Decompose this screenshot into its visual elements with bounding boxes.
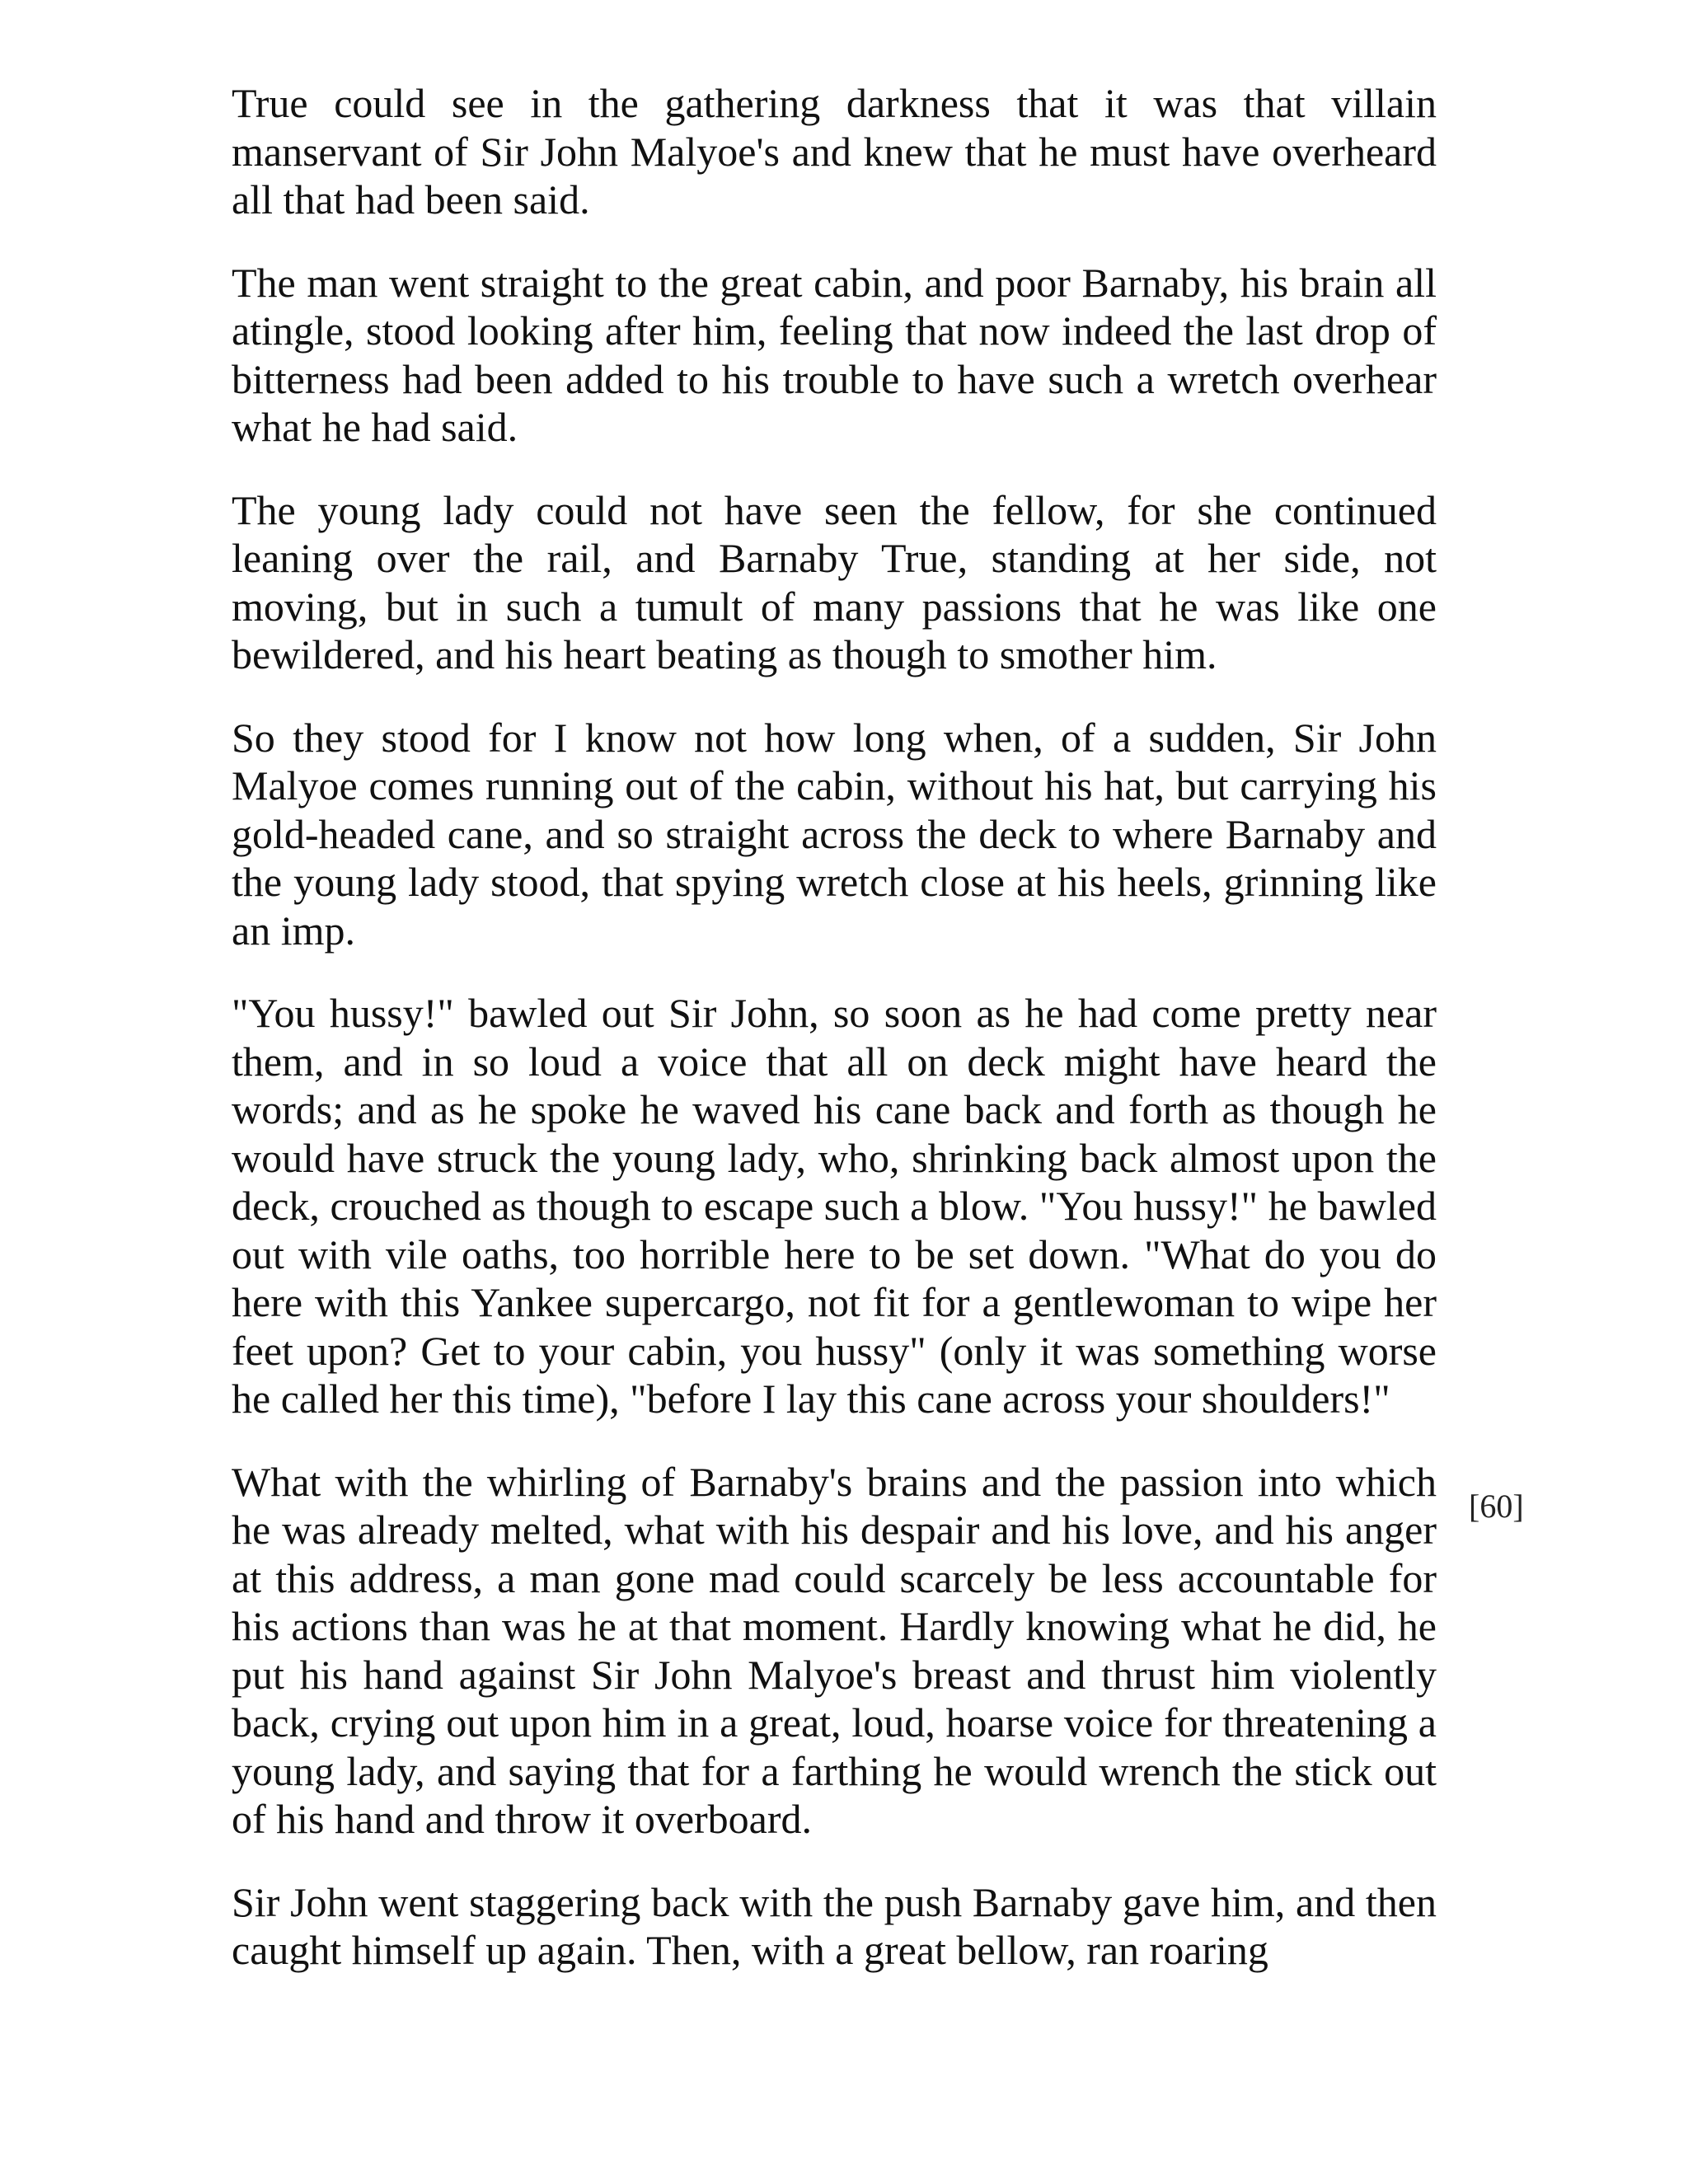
page-number: [60]	[1469, 1488, 1524, 1525]
paragraph-3: The young lady could not have seen the fellow, for she continued leaning over the rail, and Barnaby True, standing at her side, not moving, but in such a tumult of many passions that he was like one bewildered, and his heart beating as though to smother him.	[232, 486, 1437, 677]
text-column	[232, 79, 1437, 2009]
paragraph-2: The man went straight to the great cabin, and poor Barnaby, his brain all atingle, stood looking after him, feeling that now indeed the last drop of bitterness had been added to his trouble to have such a wretch overhear what he had said.	[232, 259, 1437, 450]
paragraph-5: "You hussy!" bawled out Sir John, so soon as he had come pretty near them, and in so loud a voice that all on deck might have heard the words; and as he spoke he waved his cane back and forth as though he would have struck the young lady, who, shrinking back almost upon the deck, crouched as though to escape such a blow. "You hussy!" he bawled out with vile oaths, too horrible here to be set down. "What do you do here with this Yankee supercargo, not fit for a gentlewoman to wipe her feet upon? Get to your cabin, you hussy" (only it was something worse he called her this time), "before I lay this cane across your shoulders!"	[232, 990, 1437, 1422]
paragraph-7: Sir John went staggering back with the push Barnaby gave him, and then caught himself up again. Then, with a great bellow, ran roaring	[232, 1878, 1437, 1973]
paragraph-1: True could see in the gathering darkness that it was that villain manservant of Sir John Malyoe's and knew that he must have overheard all that had been said.	[232, 80, 1437, 223]
paragraph-6: What with the whirling of Barnaby's brains and the passion into which he was already melted, what with his despair and his love, and his anger at this address, a man gone mad could scarcely be less accountable for his actions than was he at that moment. Hardly knowing what he did, he put his hand against Sir John Malyoe's breast and thrust him violently back, crying out upon him in a great, loud, hoarse voice for threatening a young lady, and saying that for a farthing he would wrench the stick out of his hand and throw it overboard.	[232, 1458, 1437, 1842]
paragraph-4: So they stood for I know not how long when, of a sudden, Sir John Malyoe comes running out of the cabin, without his hat, but carrying his gold-headed cane, and so straight across the deck to where Barnaby and the young lady stood, that spying wretch close at his heels, grinning like an imp.	[232, 714, 1437, 954]
